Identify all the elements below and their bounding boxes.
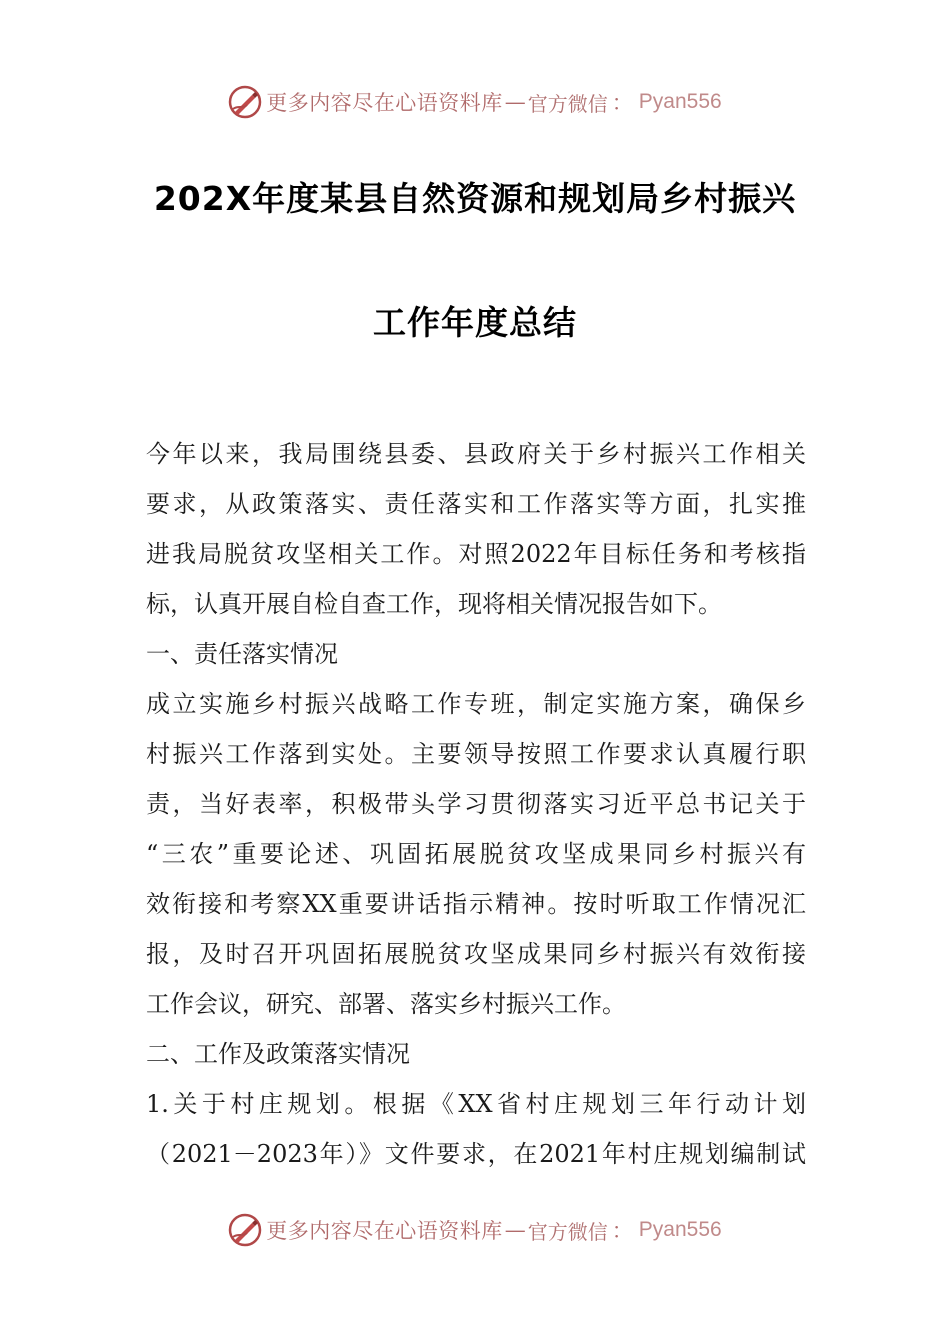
body-line: 效衔接和考察XX重要讲话指示精神。按时听取工作情况汇 [146, 890, 806, 918]
body-line: “三农”重要论述、巩固拓展脱贫攻坚成果同乡村振兴有 [146, 840, 806, 868]
body-line: 成立实施乡村振兴战略工作专班，制定实施方案，确保乡 [146, 690, 806, 718]
body-line: 工作会议，研究、部署、落实乡村振兴工作。 [146, 990, 626, 1018]
header-watermark [0, 82, 950, 122]
section-heading: 二、工作及政策落实情况 [146, 1040, 410, 1068]
watermark-separator: — [504, 90, 526, 114]
body-line: 标，认真开展自检自查工作，现将相关情况报告如下。 [146, 590, 722, 618]
footer-watermark [0, 1210, 950, 1250]
body-line: 进我局脱贫攻坚相关工作。对照2022年目标任务和考核指 [146, 540, 806, 568]
pen-logo-icon [228, 1213, 262, 1247]
pen-logo-icon [228, 85, 262, 119]
watermark-id: Pyan556 [638, 90, 722, 113]
body-line: 报，及时召开巩固拓展脱贫攻坚成果同乡村振兴有效衔接 [146, 940, 806, 968]
body-line: 村振兴工作落到实处。主要领导按照工作要求认真履行职 [146, 740, 806, 768]
body-line: 1.关于村庄规划。根据《XX省村庄规划三年行动计划 [146, 1090, 806, 1118]
watermark-separator: — [504, 1218, 526, 1242]
section-heading: 一、责任落实情况 [146, 640, 338, 668]
watermark-id: Pyan556 [638, 1218, 722, 1241]
watermark-text: 更多内容尽在心语资料库 [266, 91, 503, 115]
body-line: 责，当好表率，积极带头学习贯彻落实习近平总书记关于 [146, 790, 806, 818]
watermark-text: 更多内容尽在心语资料库 [266, 1219, 503, 1243]
body-line: 要求，从政策落实、责任落实和工作落实等方面，扎实推 [146, 490, 806, 518]
document-body [146, 429, 806, 1179]
watermark-official: 官方微信 [527, 91, 608, 116]
body-line: （2021－2023年）》文件要求，在2021年村庄规划编制试 [146, 1140, 806, 1168]
document-title-line-2: 工作年度总结 [373, 303, 577, 342]
watermark-colon: ： [611, 91, 633, 115]
body-line: 今年以来，我局围绕县委、县政府关于乡村振兴工作相关 [146, 440, 806, 468]
document-title-line-1: 202X年度某县自然资源和规划局乡村振兴 [153, 179, 797, 218]
watermark-colon: ： [611, 1219, 633, 1243]
watermark-official: 官方微信 [527, 1219, 608, 1244]
